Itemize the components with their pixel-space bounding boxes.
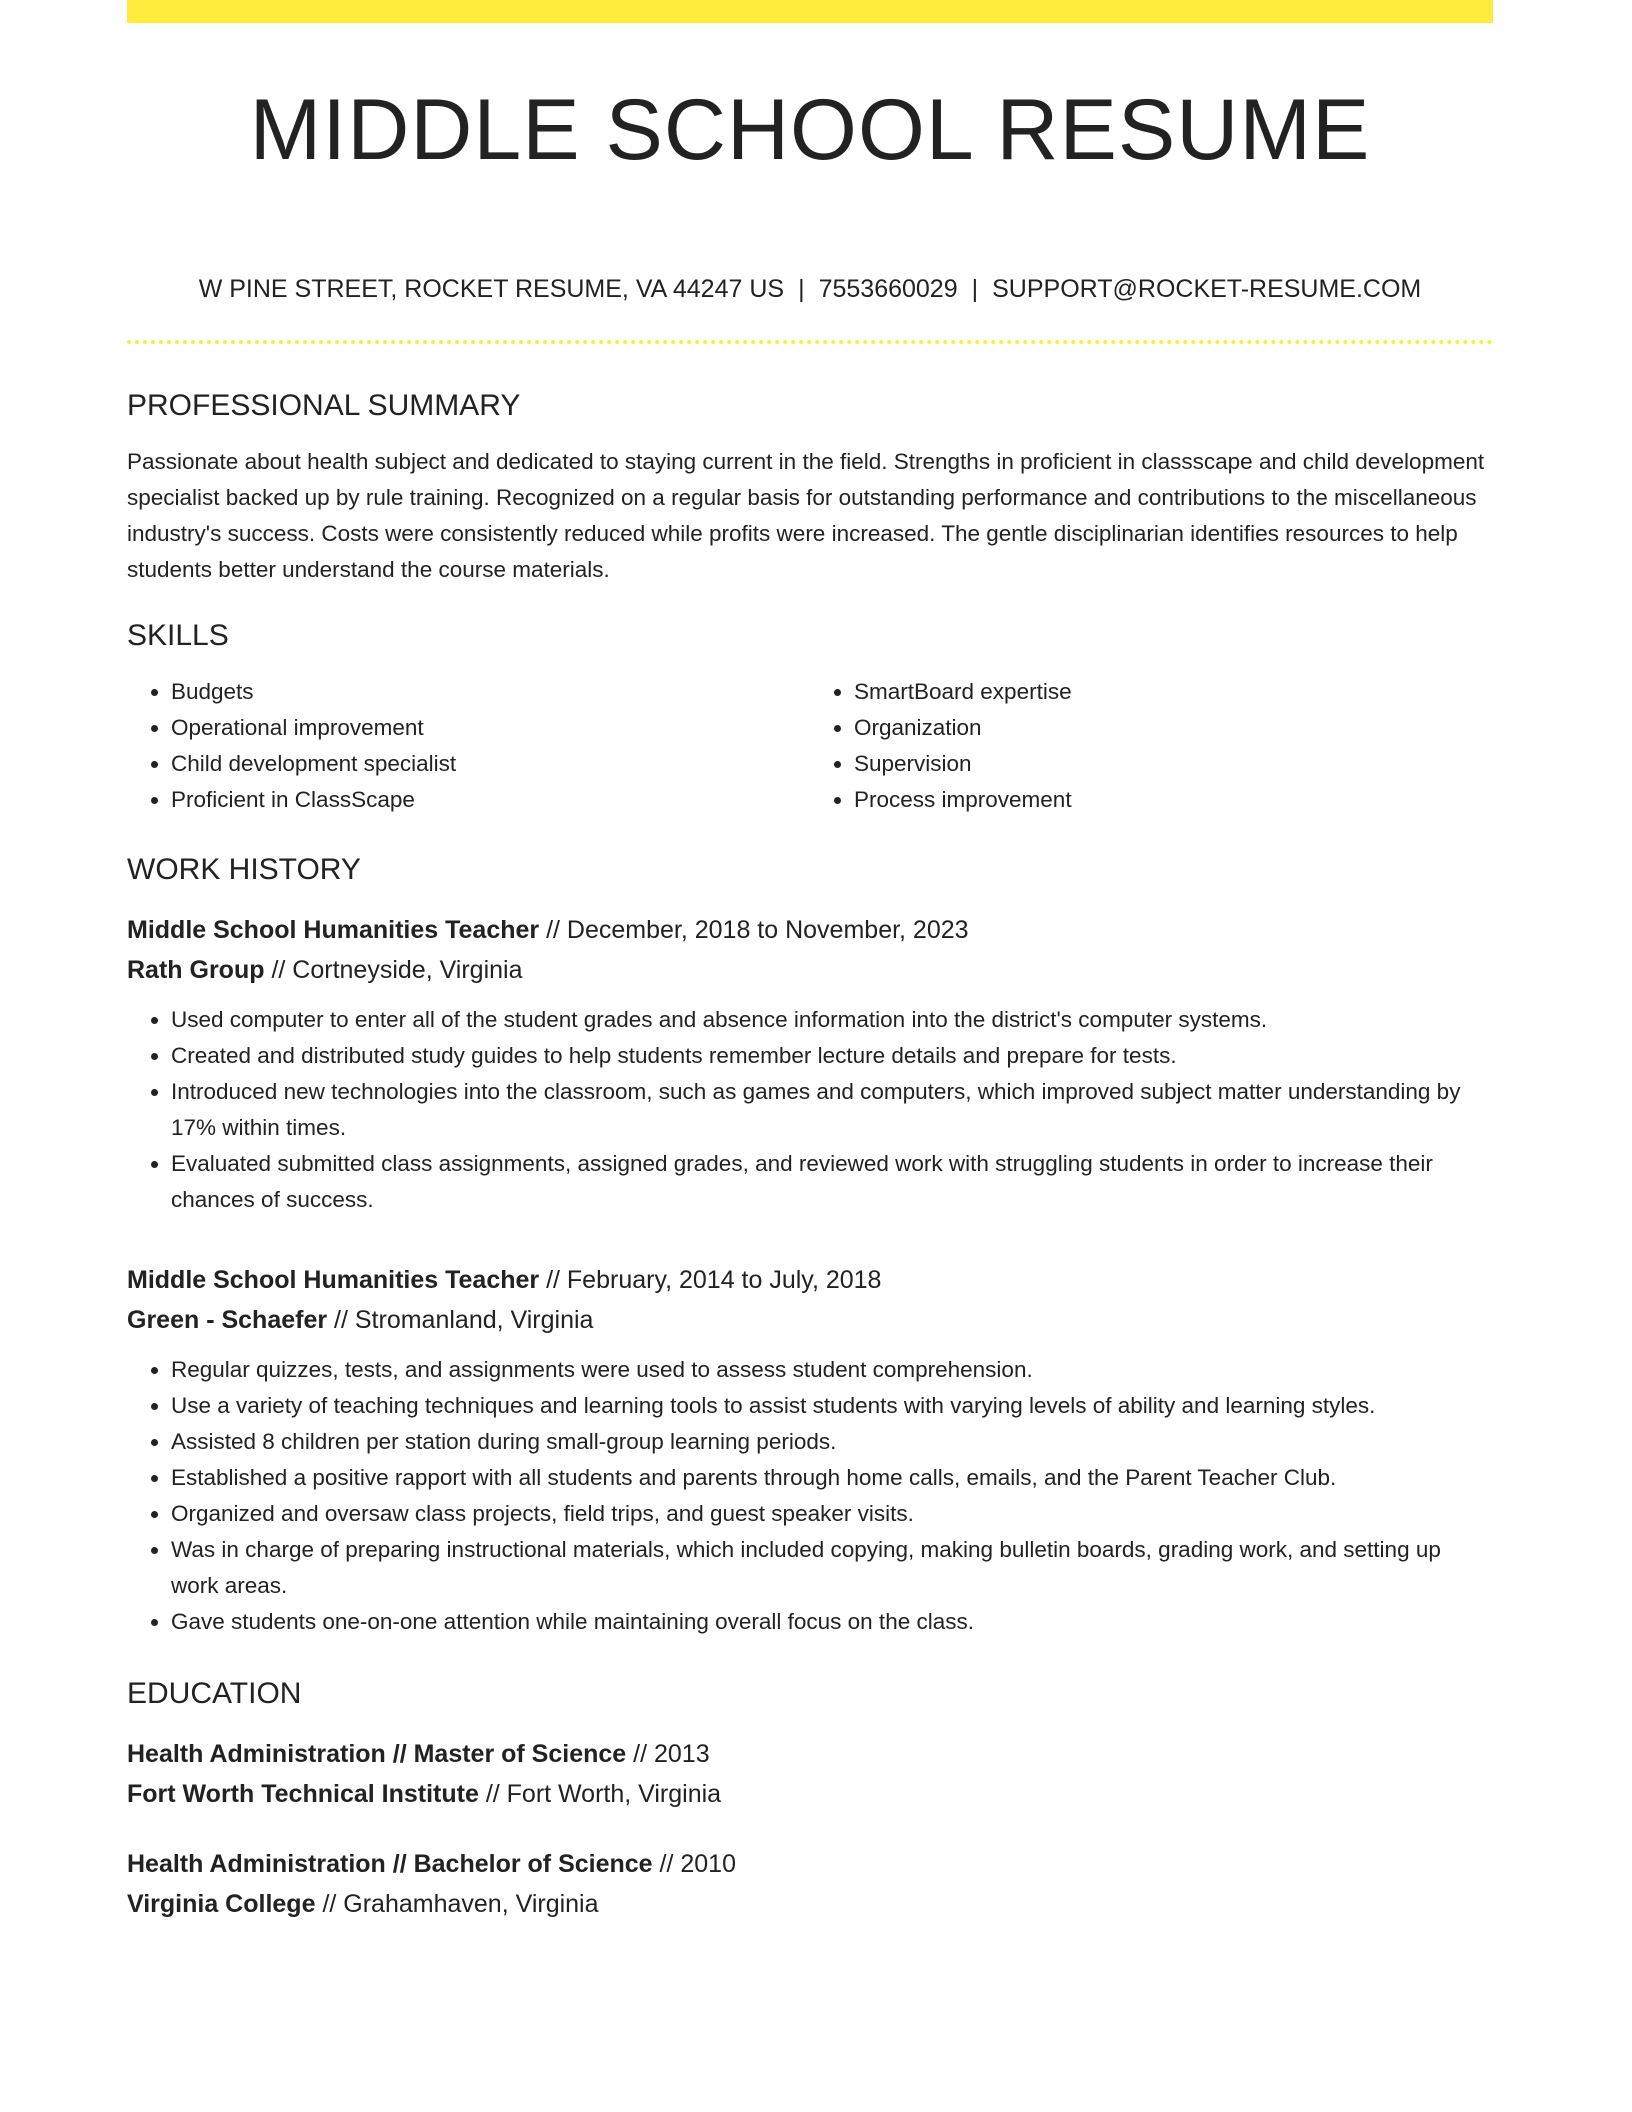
education-entry (127, 1734, 1493, 1814)
dotted-divider (127, 340, 1493, 344)
education-degree: Health Administration // Bachelor of Science (127, 1850, 653, 1878)
job-bullets (127, 1002, 1493, 1218)
education-year: // 2010 (659, 1850, 736, 1878)
job-entry (127, 910, 1493, 1218)
education-location: // Fort Worth, Virginia (485, 1780, 722, 1808)
job-bullet: • Assisted 8 children per station during small-group learning periods. (171, 1424, 1493, 1460)
skill-item: • SmartBoard expertise (854, 674, 1493, 710)
job-dates: // February, 2014 to July, 2018 (546, 1266, 882, 1294)
education-school-line (127, 1774, 1493, 1814)
resume-title: MIDDLE SCHOOL RESUME (249, 82, 1371, 178)
job-bullet: • Introduced new technologies into the classroom, such as games and computers, which improved subject matter understanding by 17% within times. (171, 1074, 1493, 1146)
job-bullet: • Gave students one-on-one attention while maintaining overall focus on the class. (171, 1604, 1493, 1640)
education-degree-line (127, 1844, 1493, 1884)
education-year: // 2013 (633, 1740, 710, 1768)
job-bullet: • Used computer to enter all of the student grades and absence information into the district's computer systems. (171, 1002, 1493, 1038)
contact-email: SUPPORT@ROCKET-RESUME.COM (992, 275, 1422, 303)
job-bullet: • Evaluated submitted class assignments, assigned grades, and reviewed work with struggling students in order to increase their chances of success. (171, 1146, 1493, 1218)
skill-item: • Process improvement (854, 782, 1493, 818)
job-dates: // December, 2018 to November, 2023 (546, 916, 969, 944)
job-title-line (127, 1260, 1493, 1300)
education-school: Virginia College (127, 1890, 316, 1918)
job-entry (127, 1260, 1493, 1640)
job-bullet: • Established a positive rapport with all students and parents through home calls, emails, and the Parent Teacher Club. (171, 1460, 1493, 1496)
contact-line (127, 274, 1493, 304)
job-company: Green - Schaefer (127, 1306, 328, 1334)
skill-item: • Budgets (171, 674, 810, 710)
education-school-line (127, 1884, 1493, 1924)
job-company-line (127, 950, 1493, 990)
job-title-line (127, 910, 1493, 950)
skills-heading: SKILLS (127, 619, 229, 652)
summary-heading: PROFESSIONAL SUMMARY (127, 389, 521, 422)
education-degree: Health Administration // Master of Science (127, 1740, 627, 1768)
contact-address: W PINE STREET, ROCKET RESUME, VA 44247 US (198, 275, 785, 303)
contact-separator: | (971, 275, 979, 303)
job-bullet: • Was in charge of preparing instructional materials, which included copying, making bulletin boards, grading work, and setting up work areas. (171, 1532, 1493, 1604)
job-bullet: • Created and distributed study guides to help students remember lecture details and prepare for tests. (171, 1038, 1493, 1074)
education-location: // Grahamhaven, Virginia (322, 1890, 599, 1918)
resume-content (127, 0, 1493, 1924)
job-bullet: • Organized and oversaw class projects, field trips, and guest speaker visits. (171, 1496, 1493, 1532)
contact-separator: | (798, 275, 805, 303)
job-role: Middle School Humanities Teacher (127, 916, 540, 944)
skills-grid (127, 674, 1493, 818)
skill-item: • Supervision (854, 746, 1493, 782)
work-history-heading: WORK HISTORY (127, 853, 361, 886)
job-role: Middle School Humanities Teacher (127, 1266, 540, 1294)
skills-column-left (127, 674, 810, 818)
skills-column-right (810, 674, 1493, 818)
education-school: Fort Worth Technical Institute (127, 1780, 479, 1808)
education-degree-line (127, 1734, 1493, 1774)
job-bullets (127, 1352, 1493, 1640)
education-entry (127, 1844, 1493, 1924)
skill-item: • Proficient in ClassScape (171, 782, 810, 818)
job-bullet: • Regular quizzes, tests, and assignments were used to assess student comprehension. (171, 1352, 1493, 1388)
skill-item: • Child development specialist (171, 746, 810, 782)
summary-text: Passionate about health subject and dedicated to staying current in the field. Strengths in proficient in classscape and child development specialist backed up by rule training. Recognized on a regular basis for outstanding performance and contributions to the miscellaneous industry's success. Costs were consistently reduced while profits were increased. The gentle disciplinarian identifies resources to help students better understand the course materials. (127, 449, 1485, 582)
skill-item: • Operational improvement (171, 710, 810, 746)
contact-phone: 7553660029 (818, 275, 958, 303)
job-company: Rath Group (127, 956, 265, 984)
job-company-line (127, 1300, 1493, 1340)
job-location: // Cortneyside, Virginia (271, 956, 523, 984)
job-location: // Stromanland, Virginia (334, 1306, 594, 1334)
job-bullet: • Use a variety of teaching techniques and learning tools to assist students with varying levels of ability and learning styles. (171, 1388, 1493, 1424)
skill-item: • Organization (854, 710, 1493, 746)
education-heading: EDUCATION (127, 1677, 302, 1710)
